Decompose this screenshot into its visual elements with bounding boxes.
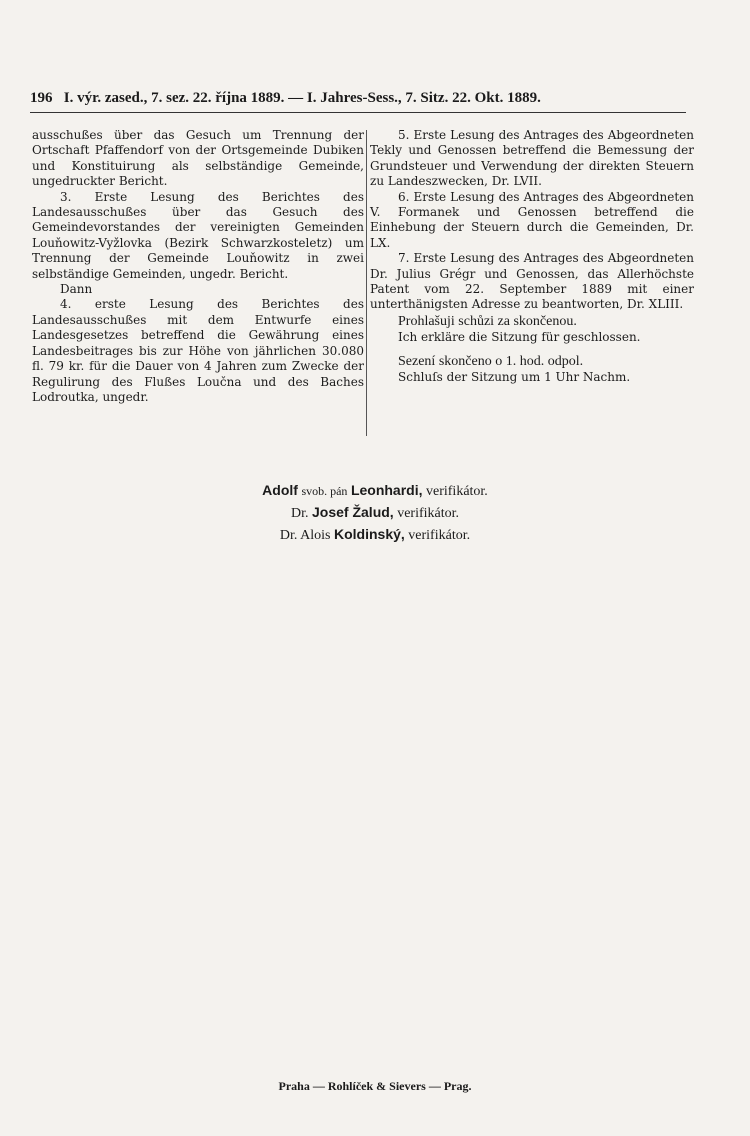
signature-line: Adolf svob. pán Leonhardi, verifikátor. (262, 482, 488, 499)
left-column (32, 128, 364, 405)
paragraph: ausschußes über das Gesuch um Trennung der Ortschaft Pfaffendorf von der Ortsgemeinde Dubiken und Konstituirung als selbständige Gemeinde, ungedruckter Bericht. (32, 128, 364, 189)
running-header (30, 90, 684, 107)
paragraph: 7. Erste Lesung des Antrages des Abgeordneten Dr. Julius Grégr und Genossen, das Allerhöchste Patent vom 22. September 1889 mit einer unterthänigsten Adresse zu beantworten, Dr. XLIII. (370, 251, 694, 312)
end-de: Schluſs der Sitzung um 1 Uhr Nachm. (398, 370, 631, 385)
printer-footer: Praha — Rohlíček & Sievers — Prag. (278, 1079, 472, 1093)
closing-cz: Prohlašuji schůzi za skončenou. (398, 313, 577, 329)
paragraph: 6. Erste Lesung des Antrages des Abgeordneten V. Formanek und Genossen betreffend die Einhebung der Steuern durch die Gemeinden, Dr. LX. (370, 189, 694, 250)
paragraph: 3. Erste Lesung des Berichtes des Landesausschußes über das Gesuch des Gemeindevorstandes der vereinigten Gemeinden Louňowitz-Vyžlovka (Bezirk Schwarzkosteletz) um Trennung der Gemeinde Louňowitz in zwei selbständige Gemeinden, ungedr. Bericht. (32, 189, 364, 281)
signature-line: Dr. Josef Žalud, verifikátor. (291, 504, 459, 521)
right-column (370, 128, 694, 386)
paragraph: 5. Erste Lesung des Antrages des Abgeordneten Tekly und Genossen betreffend die Bemessung der Grundsteuer und Verwendung der direkten Steuern zu Landeszwecken, Dr. LVII. (370, 128, 694, 189)
closing-de: Ich erkläre die Sitzung für geschlossen. (398, 329, 641, 344)
end-cz: Sezení skončeno o 1. hod. odpol. (398, 354, 584, 370)
signatures (0, 480, 750, 546)
column-divider (366, 130, 367, 436)
paragraph: Dann (60, 282, 93, 297)
header-text: I. výr. zased., 7. sez. 22. října 1889. — I. Jahres-Sess., 7. Sitz. 22. Okt. 1889. (63, 90, 541, 106)
header-rule (30, 112, 686, 113)
paragraph: 4. erste Lesung des Berichtes des Landesausschußes mit dem Entwurfe eines Landesgesetzes betreffend die Gewährung eines Landesbeitrages bis zur Höhe von jährlichen 30.080 fl. 79 kr. für die Dauer von 4 Jahren zum Zwecke der Regulirung des Flußes Loučna und des Baches Lodroutka, ungedr. (32, 297, 364, 404)
page-number: 196 (30, 90, 53, 106)
signature-line: Dr. Alois Koldinský, verifikátor. (279, 526, 471, 543)
